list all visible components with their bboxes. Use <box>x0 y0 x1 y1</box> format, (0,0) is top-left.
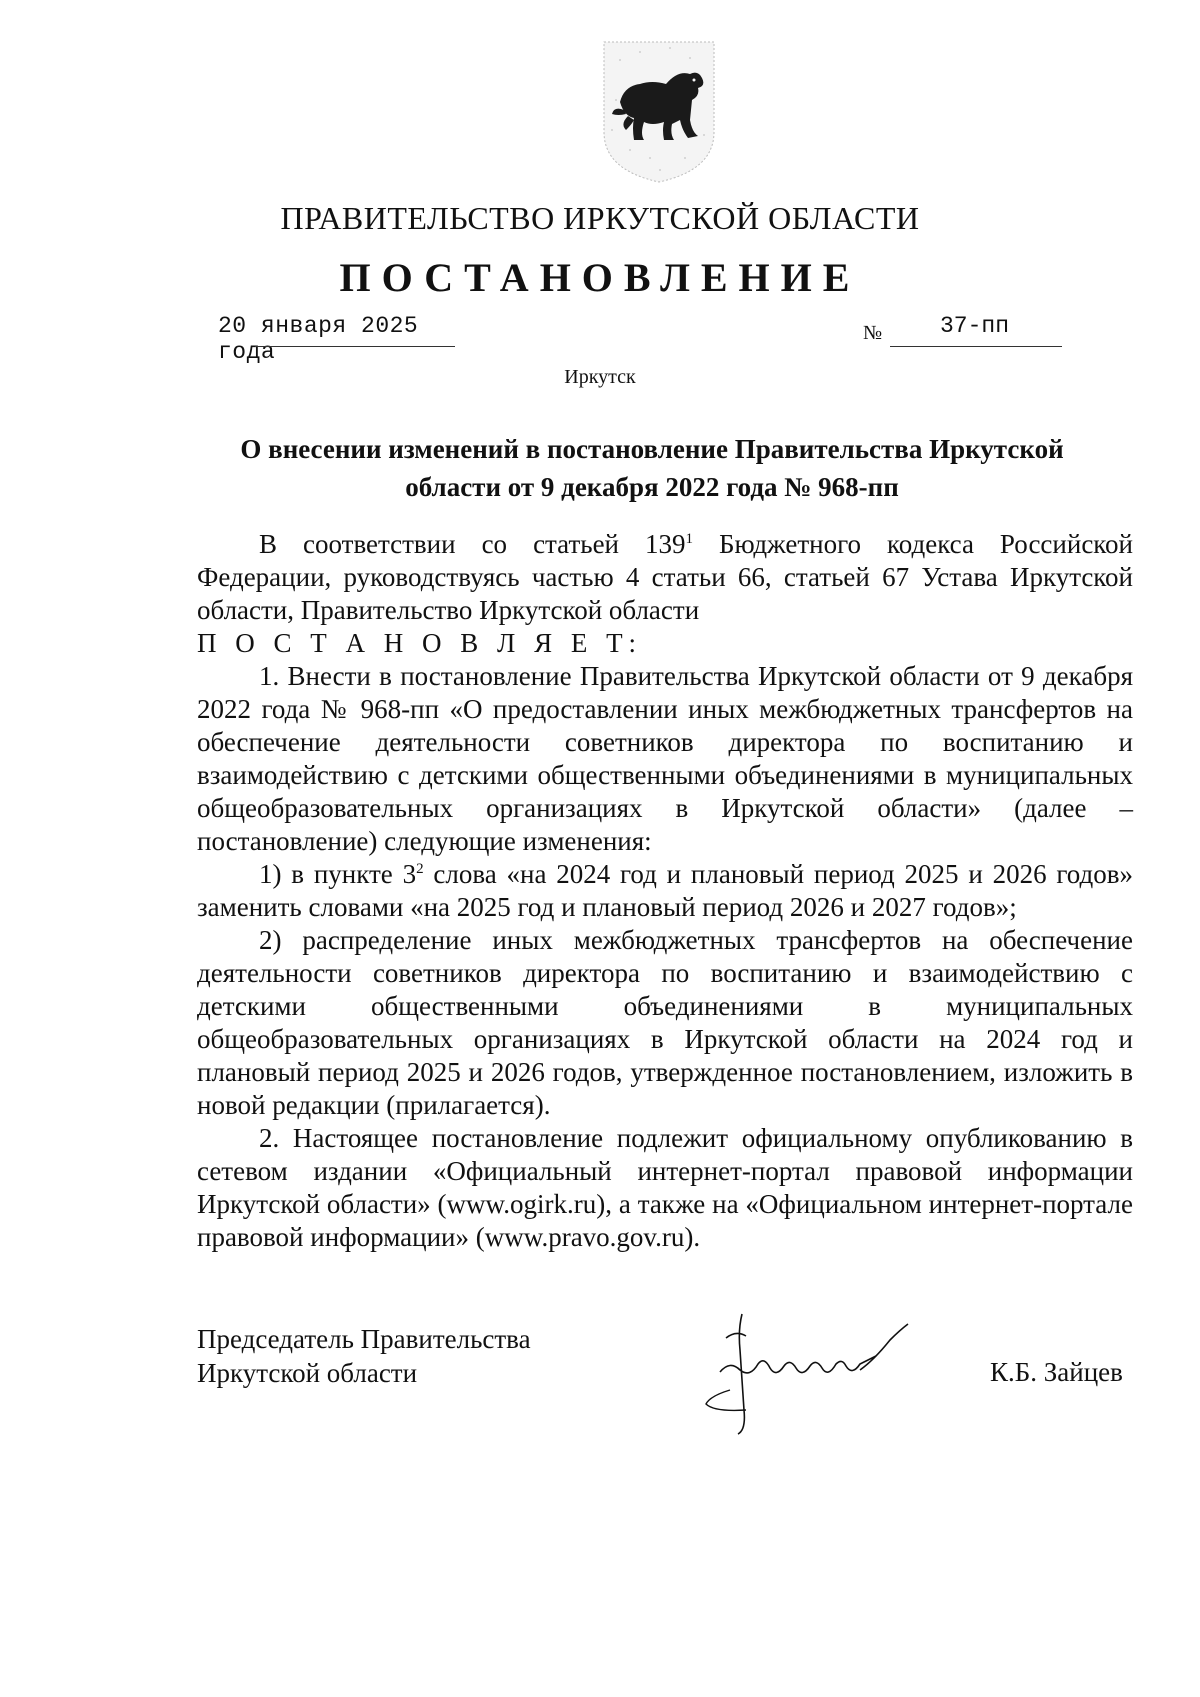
babr-emblem-icon <box>600 40 718 184</box>
document-body <box>197 528 1133 1254</box>
document-type: ПОСТАНОВЛЕНИЕ <box>339 255 861 300</box>
intro-paragraph <box>197 528 1133 627</box>
document-title-line-2: области от 9 декабря 2022 года № 968-пп <box>405 472 899 502</box>
subitem-1-superscript: 2 <box>416 861 424 877</box>
intro-superscript: 1 <box>685 531 694 547</box>
number-underline <box>890 346 1062 347</box>
intro-text-start: В соответствии со статьей 139 <box>259 529 686 559</box>
item-1: 1. Внести в постановление Правительства Иркутской области от 9 декабря 2022 года № 968-пп «О предоставлении иных межбюджетных трансфертов на обеспечение деятельности советников директора по воспитанию и взаимодействию с детскими общественными объединениями в муниципальных общеобразовательных организациях в Иркутской области» (далее – постановление) следующие изменения: <box>197 661 1133 856</box>
number-sign: № <box>863 322 883 344</box>
decree-word: П О С Т А Н О В Л Я Е Т: <box>197 628 643 658</box>
subitem-1-text-start: 1) в пункте 3 <box>259 859 417 889</box>
document-title <box>210 430 1094 506</box>
subitem-1-text-end: слова «на 2024 год и плановый период 2025 и 2026 годов» заменить словами «на 2025 год и плановый период 2026 и 2027 годов»; <box>197 859 1133 922</box>
government-name: ПРАВИТЕЛЬСТВО ИРКУТСКОЙ ОБЛАСТИ <box>280 200 920 236</box>
intro-text-end: Бюджетного кодекса Российской Федерации, руководствуясь частью 4 статьи 66, статьей 67 Устава Иркутской области, Правительство Иркутской области <box>197 529 1133 625</box>
signature-icon <box>680 1300 950 1440</box>
signer-position <box>197 1322 531 1390</box>
signer-position-line-2: Иркутской области <box>197 1358 418 1388</box>
signer-position-line-1: Председатель Правительства <box>197 1324 531 1354</box>
document-date: 20 января 2025 года <box>218 313 419 365</box>
signer-name: К.Б. Зайцев <box>990 1357 1123 1387</box>
document-title-line-1: О внесении изменений в постановление Правительства Иркутской <box>240 434 1064 464</box>
document-city: Иркутск <box>564 366 636 388</box>
item-2: 2. Настоящее постановление подлежит официальному опубликованию в сетевом издании «Официальный интернет-портал правовой информации Иркутской области» (www.ogirk.ru), а также на «Официальном интернет-портале правовой информации» (www.pravo.gov.ru). <box>197 1123 1133 1252</box>
date-underline <box>255 346 455 347</box>
item-1-subitem-2: 2) распределение иных межбюджетных трансфертов на обеспечение деятельности советников директора по воспитанию и взаимодействию с детскими общественными объединениями в муниципальных общеобразовательных организациях в Иркутской области на 2024 год и плановый период 2025 и 2026 годов, утвержденное постановлением, изложить в новой редакции (прилагается). <box>197 925 1133 1120</box>
document-number: 37-пп <box>940 313 1010 339</box>
item-1-subitem-1 <box>197 858 1133 924</box>
